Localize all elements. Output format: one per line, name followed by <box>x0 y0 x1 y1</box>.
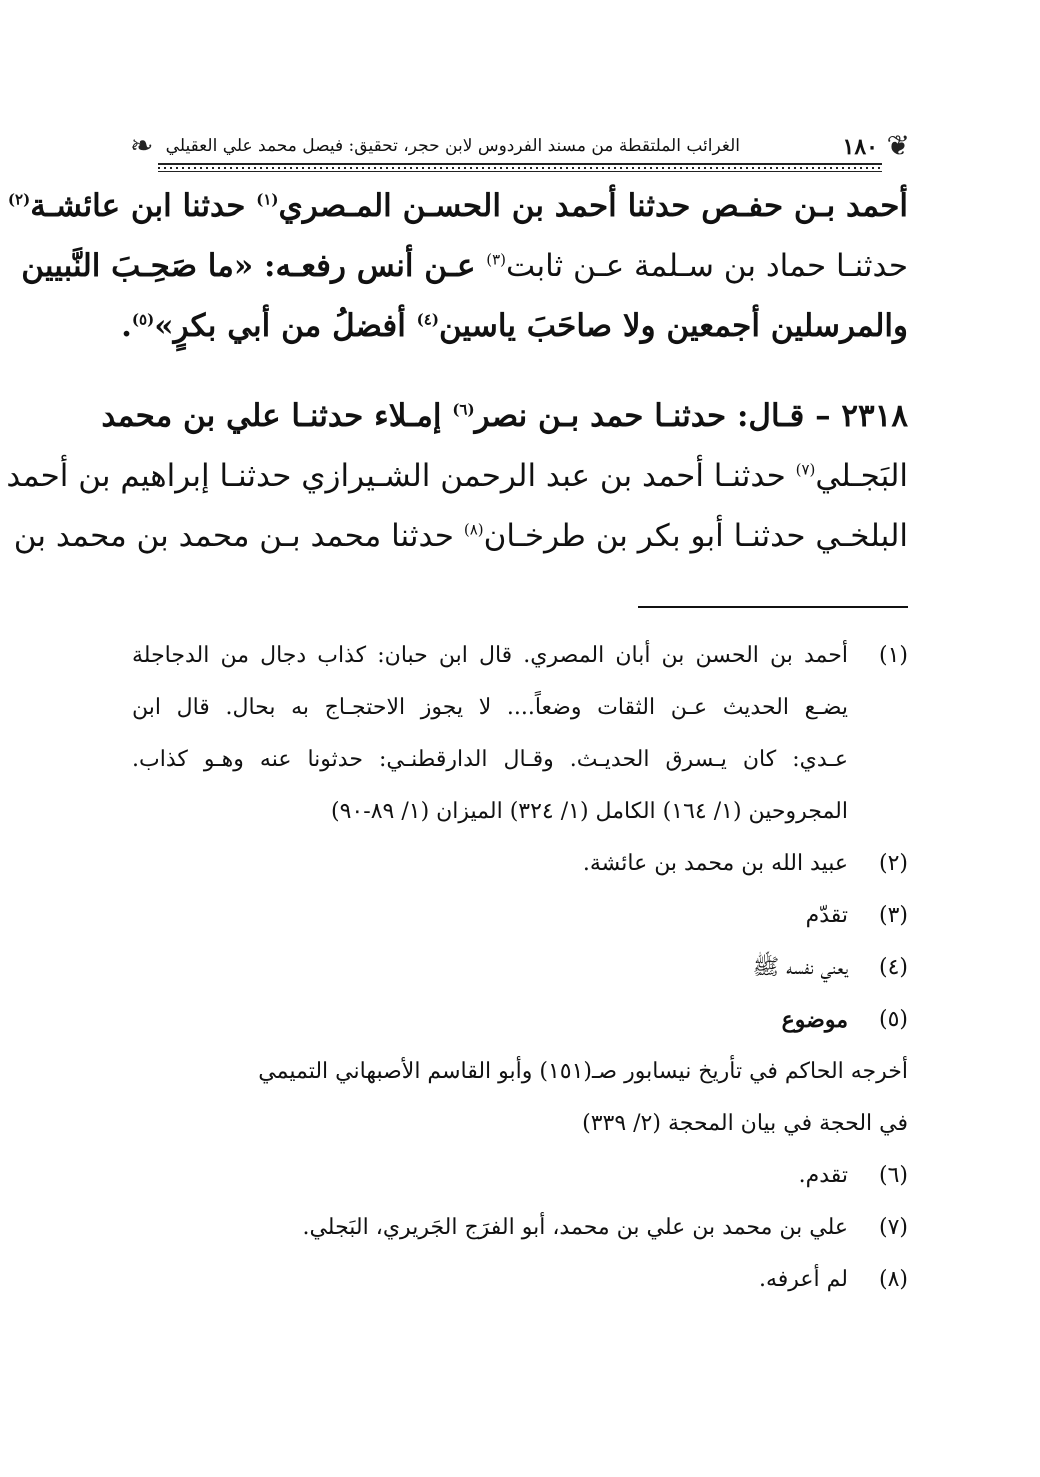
paragraph-2 <box>6 386 908 566</box>
footnote-text: تقدم. <box>798 1163 848 1188</box>
footnote-text: يعني نفسه ﷺ <box>752 955 848 980</box>
footnote-ref[interactable]: (٧) <box>795 460 816 479</box>
header-rule <box>158 163 882 172</box>
main-line: أحمد بـن حفـص حدثنا أحمد بن الحسـن المـصري$^{(١)}$ حدثنا ابن عائشـة$^{(٢)}$ <box>7 188 908 224</box>
footnote-8 <box>132 1254 908 1306</box>
header-ornament-left-icon: ❧ <box>130 129 154 162</box>
footnote-text: عبيد الله بن محمد بن عائشة. <box>582 851 848 876</box>
footnote-ref[interactable]: (٣) <box>486 250 507 269</box>
footnote-number: (٧) <box>878 1215 908 1240</box>
footnote-number: (٨) <box>878 1267 908 1292</box>
main-line: والمرسلين أجمعين ولا صاحَبَ ياسين$^{(٤)}$ أفضلُ من أبي بكرٍ»$^{(٥)}$. <box>121 308 908 344</box>
hadith-text: «ما صَحِـبَ النَّبيين <box>21 248 254 284</box>
footnote-text: علي بن محمد بن علي بن محمد، أبو الفرَج الجَريري، البَجلي. <box>302 1215 848 1240</box>
running-title: الغرائب الملتقطة من مسند الفردوس لابن حجر، تحقيق: فيصل محمد علي العقيلي <box>165 136 740 156</box>
footnote-ref[interactable]: (٤) <box>416 310 439 329</box>
footnote-ref[interactable]: (٦) <box>452 400 475 419</box>
running-header <box>130 128 910 174</box>
paragraph-1 <box>7 176 908 356</box>
main-line: ٢٣١٨ – قـال: حدثنـا حمد بـن نصر$^{(٦)}$ إمـلاء حدثنـا علي بن محمد <box>101 398 908 434</box>
footnotes <box>132 630 908 1306</box>
footnote-number: (٢) <box>878 851 908 876</box>
header-ornament-right-icon: ❦ <box>886 129 910 162</box>
footnote-4 <box>132 942 908 994</box>
footnote-line: المجروحين (١/ ١٦٤) الكامل (١/ ٣٢٤) الميزان (١/ ٨٩-٩٠) <box>331 799 848 824</box>
main-line: البلخـي حدثنـا أبو بكر بن طرخـان$^{(٨)}$ حدثنا محمد بـن محمد بن محمد بن <box>13 518 908 554</box>
main-line: حدثنـا حماد بن سـلمة عـن ثابت$^{(٣)}$ عـن أنس رفعـه: «ما صَحِـبَ النَّبيين <box>21 248 908 284</box>
footnote-line: عـدي: كان يـسرق الحديـث. وقـال الدارقطنـي: حدثونا عنه وهـو كذاب. <box>132 747 848 772</box>
main-text <box>6 176 908 566</box>
footnote-number: (١) <box>878 643 908 668</box>
footnote-6 <box>132 1150 908 1202</box>
footnote-1 <box>132 630 908 838</box>
footnote-line: في الحجة في بيان المحجة (٢/ ٣٣٩) <box>582 1111 908 1136</box>
footnote-number: (٥) <box>878 1007 908 1032</box>
paragraph-gap <box>132 356 908 386</box>
footnote-ref[interactable]: (١) <box>256 190 279 209</box>
main-line: البَجـلي$^{(٧)}$ حدثنـا أحمد بن عبد الرحمن الشـيرازي حدثنـا إبراهيم بن أحمد <box>6 458 908 494</box>
footnote-ref[interactable]: (٥) <box>131 310 155 329</box>
page-number: ١٨٠ <box>842 134 878 160</box>
footnote-number: (٦) <box>878 1163 908 1188</box>
footnote-7 <box>132 1202 908 1254</box>
footnote-text: تقدّم <box>805 903 848 928</box>
footnote-number: (٤) <box>878 955 908 980</box>
footnote-line: يضـع الحديث عـن الثقات وضعاً.... لا يجوز الاحتجـاج به بحال. قال ابن <box>132 695 848 720</box>
footnote-line: أخرجه الحاكم في تأريخ نيسابور صـ(١٥١) وأبو القاسم الأصبهاني التميمي <box>258 1059 908 1084</box>
footnote-2 <box>132 838 908 890</box>
footnote-ref[interactable]: (٢) <box>7 190 31 209</box>
footnote-3 <box>132 890 908 942</box>
footnote-5-continuation <box>132 1046 908 1150</box>
footnote-text: لم أعرفه. <box>758 1267 848 1292</box>
footnote-5 <box>132 994 908 1046</box>
footnote-text: موضوع <box>781 1007 848 1033</box>
footnote-ref[interactable]: (٨) <box>463 520 484 539</box>
footnote-separator <box>638 606 908 608</box>
footnote-number: (٣) <box>878 903 908 928</box>
footnote-line: أحمد بن الحسن بن أبان المصري. قال ابن حبان: كذاب دجال من الدجاجلة <box>132 643 848 668</box>
